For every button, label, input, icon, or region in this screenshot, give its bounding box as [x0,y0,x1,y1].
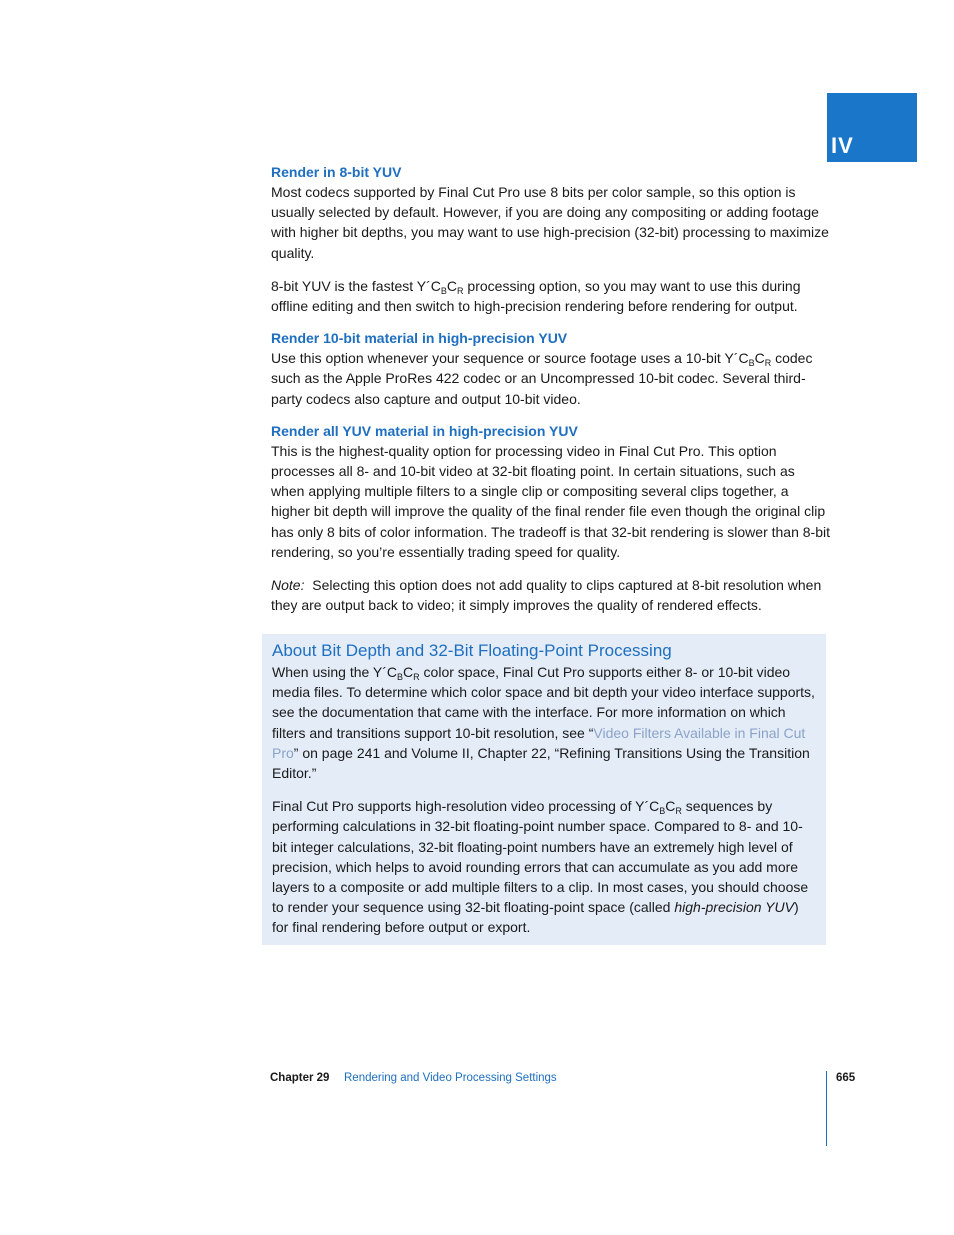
part-tab-label: IV [831,133,854,158]
note-label: Note: [271,577,305,594]
footer-rule [826,1071,827,1146]
sidebar-heading: About Bit Depth and 32-Bit Floating-Point Processing [272,641,672,660]
note-paragraph: Note: Selecting this option does not add quality to clips captured at 8-bit resolution when they are output back to video; it simply improves the quality of rendered effects. [271,577,822,614]
heading-render-10bit: Render 10-bit material in high-precision YUV [271,330,568,347]
cross-reference-link[interactable]: Video Filters Available in Final Cut Pro [272,724,806,761]
paragraph: This is the highest-quality option for processing video in Final Cut Pro. This option processes all 8- and 10-bit video at 32-bit floating point. In certain situations, such as when applying multiple filters to a single clip or compositing several clips together, a higher bit depth will improve the quality of the final render file even though the original clip has only 8 bits of color information. The tradeoff is that 32-bit rendering is slower than 8-bit rendering, so you’re essentially trading speed for quality. [271,442,831,560]
paragraph: Most codecs supported by Final Cut Pro use 8 bits per color sample, so this option is usually selected by default. However, if you are doing any compositing or adding footage with higher bit depths, you may want to use high-precision (32-bit) processing to maximize quality. [271,184,829,261]
heading-render-8bit: Render in 8-bit YUV [271,164,402,180]
page-footer [270,1072,860,1092]
part-tab [827,93,917,162]
paragraph: Use this option whenever your sequence or source footage uses a 10-bit $Y´C_BC_R$ codec such as the Apple ProRes 422 codec or an Uncompressed 10-bit codec. Several third-party codecs also capture and output 10-bit video. [271,350,813,407]
sidebar-paragraph: Final Cut Pro supports high-resolution video processing of $Y´C_BC_R$ sequences by performing calculations in 32-bit floating-point number space. Compared to 8- and 10-bit integer calculations, 32-bit floating-point numbers have an extremely high level of precision, which helps to avoid rounding errors that can accumulate as you add more layers to a composite or add multiple filters to a clip. In most cases, you should choose to render your sequence using 32-bit floating-point space (called high-precision YUV) for final rendering before output or export. [272,798,809,936]
main-content [271,162,831,615]
footer-chapter: Chapter 29 [270,1072,330,1084]
page-number: 665 [836,1072,856,1084]
footer-chapter-title: Rendering and Video Processing Settings [344,1072,557,1084]
sidebar-box [262,634,826,945]
paragraph: 8-bit YUV is the fastest $Y´C_BC_R$ processing option, so you may want to use this during offline editing and then switch to high-precision rendering before rendering for output. [271,277,801,315]
heading-render-all-yuv: Render all YUV material in high-precision YUV [271,422,578,439]
sidebar-paragraph: When using the $Y´C_BC_R$ color space, Final Cut Pro supports either 8- or 10-bit video media files. To determine which color space and bit depth your video interface supports, see the documentation that came with the interface. For more information on which filters and transitions support 10-bit resolution, see “Video Filters Available in Final Cut Pro” on page 241 and Volume II, Chapter 22, “Refining Transitions Using the Transition Editor.” [272,664,815,782]
